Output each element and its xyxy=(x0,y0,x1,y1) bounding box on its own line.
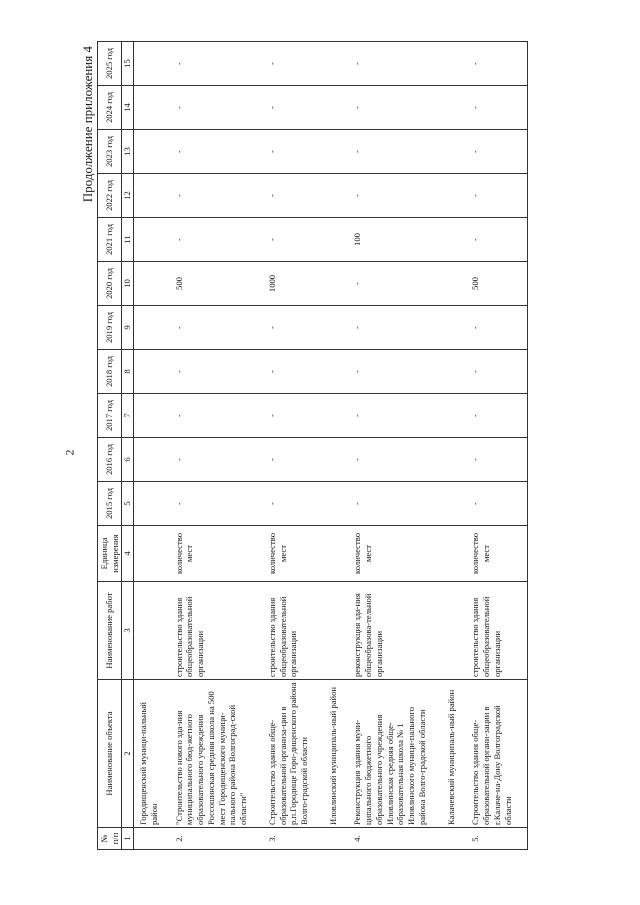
table-row xyxy=(466,42,527,850)
column-index: 9 xyxy=(122,306,134,350)
row-value: - xyxy=(466,438,527,482)
group-row xyxy=(442,42,467,850)
column-index: 11 xyxy=(122,218,134,262)
row-work: строительство здания общеобразовательной организации xyxy=(466,582,527,680)
table-row xyxy=(170,42,263,850)
row-value: - xyxy=(348,174,441,218)
column-index: 15 xyxy=(122,42,134,86)
column-index-row xyxy=(122,42,134,850)
row-value: - xyxy=(170,394,263,438)
row-value: 500 xyxy=(466,262,527,306)
row-value: - xyxy=(348,86,441,130)
row-unit: количество мест xyxy=(348,526,441,582)
row-value: - xyxy=(348,482,441,526)
row-value: - xyxy=(170,218,263,262)
row-value: - xyxy=(170,350,263,394)
row-value: - xyxy=(170,86,263,130)
row-value: - xyxy=(263,130,324,174)
row-work: строительство здания общеобразовательной организации xyxy=(170,582,263,680)
header-row xyxy=(98,42,122,850)
row-value: - xyxy=(263,438,324,482)
row-value: - xyxy=(170,306,263,350)
group-row xyxy=(324,42,349,850)
page-number: 2 xyxy=(62,449,77,456)
column-index: 7 xyxy=(122,394,134,438)
row-value: - xyxy=(170,438,263,482)
row-value: - xyxy=(348,394,441,438)
row-value: - xyxy=(170,130,263,174)
table-row xyxy=(263,42,324,850)
row-num: 3. xyxy=(263,828,324,850)
row-value: - xyxy=(466,306,527,350)
group-row xyxy=(134,42,170,850)
column-index: 13 xyxy=(122,130,134,174)
row-value: - xyxy=(466,350,527,394)
row-value: - xyxy=(348,306,441,350)
header-year: 2025 год xyxy=(98,42,122,86)
row-value: - xyxy=(466,218,527,262)
rotated-page xyxy=(80,42,610,850)
row-value: 1000 xyxy=(263,262,324,306)
row-value: - xyxy=(263,394,324,438)
row-value: - xyxy=(348,262,441,306)
row-value: - xyxy=(263,86,324,130)
column-index: 6 xyxy=(122,438,134,482)
row-value: - xyxy=(263,42,324,86)
row-value: - xyxy=(263,350,324,394)
header-work: Наименование работ xyxy=(98,582,122,680)
header-year: 2016 год xyxy=(98,438,122,482)
row-object: Реконструкция здания муни-ципального бюджетного образовательного учреждения Иловлинская средняя обще-образовательная школа № 1 Иловлинского муници-пального района Волго-градской области xyxy=(348,680,441,828)
header-object: Наименование объекта xyxy=(98,680,122,828)
column-index: 4 xyxy=(122,526,134,582)
row-value: - xyxy=(466,42,527,86)
column-index: 2 xyxy=(122,680,134,828)
header-year: 2017 год xyxy=(98,394,122,438)
column-index: 14 xyxy=(122,86,134,130)
column-index: 5 xyxy=(122,482,134,526)
row-value: - xyxy=(348,350,441,394)
header-year: 2022 год xyxy=(98,174,122,218)
header-year: 2024 год xyxy=(98,86,122,130)
header-year: 2018 год xyxy=(98,350,122,394)
row-value: - xyxy=(348,438,441,482)
column-index: 10 xyxy=(122,262,134,306)
row-work: строительство здания общеобразовательной организации xyxy=(263,582,324,680)
row-value: - xyxy=(263,306,324,350)
header-year: 2015 год xyxy=(98,482,122,526)
header-year: 2021 год xyxy=(98,218,122,262)
row-object: Строительство здания обще-образовательной органи-зации в г.Калаче-на-Дону Волгоградской области xyxy=(466,680,527,828)
row-value: - xyxy=(263,218,324,262)
header-year: 2023 год xyxy=(98,130,122,174)
header-num: № п/п xyxy=(98,828,122,850)
row-value: - xyxy=(466,482,527,526)
row-value: - xyxy=(263,174,324,218)
row-value: - xyxy=(466,130,527,174)
row-num: 4. xyxy=(348,828,441,850)
group-label: Иловлинский муниципаль-ный район xyxy=(324,680,349,828)
program-table xyxy=(97,41,528,850)
row-value: 500 xyxy=(170,262,263,306)
row-unit: количество мест xyxy=(263,526,324,582)
header-unit: Единица измерения xyxy=(98,526,122,582)
row-unit: количество мест xyxy=(466,526,527,582)
row-value: - xyxy=(170,482,263,526)
header-year: 2019 год xyxy=(98,306,122,350)
table-row xyxy=(348,42,441,850)
column-index: 8 xyxy=(122,350,134,394)
row-value: 100 xyxy=(348,218,441,262)
row-object: Строительство здания обще-образовательной организа-ции в р.п.Городище Горо-дищенского района Волго-градской области xyxy=(263,680,324,828)
row-num: 2. xyxy=(170,828,263,850)
row-value: - xyxy=(466,174,527,218)
group-label: Городищенский муници-пальный район xyxy=(134,680,170,828)
row-num: 5. xyxy=(466,828,527,850)
column-index: 3 xyxy=(122,582,134,680)
header-year: 2020 год xyxy=(98,262,122,306)
row-value: - xyxy=(348,130,441,174)
row-value: - xyxy=(466,394,527,438)
continuation-title: Продолжение приложения 4 xyxy=(80,46,95,203)
row-unit: количество мест xyxy=(170,526,263,582)
row-work: реконструкция зда-ния общеобразова-тельной организации xyxy=(348,582,441,680)
column-index: 1 xyxy=(122,828,134,850)
group-label: Калачевский муниципаль-ный район xyxy=(442,680,467,828)
row-object: "Строительство нового зда-ния муниципального бюд-жетного образовательного учреждения Россошинская средняя школа на 500 мест Городищенского муници-пального района Волгоград-ской области" xyxy=(170,680,263,828)
row-value: - xyxy=(170,174,263,218)
row-value: - xyxy=(263,482,324,526)
row-value: - xyxy=(170,42,263,86)
row-value: - xyxy=(348,42,441,86)
column-index: 12 xyxy=(122,174,134,218)
row-value: - xyxy=(466,86,527,130)
